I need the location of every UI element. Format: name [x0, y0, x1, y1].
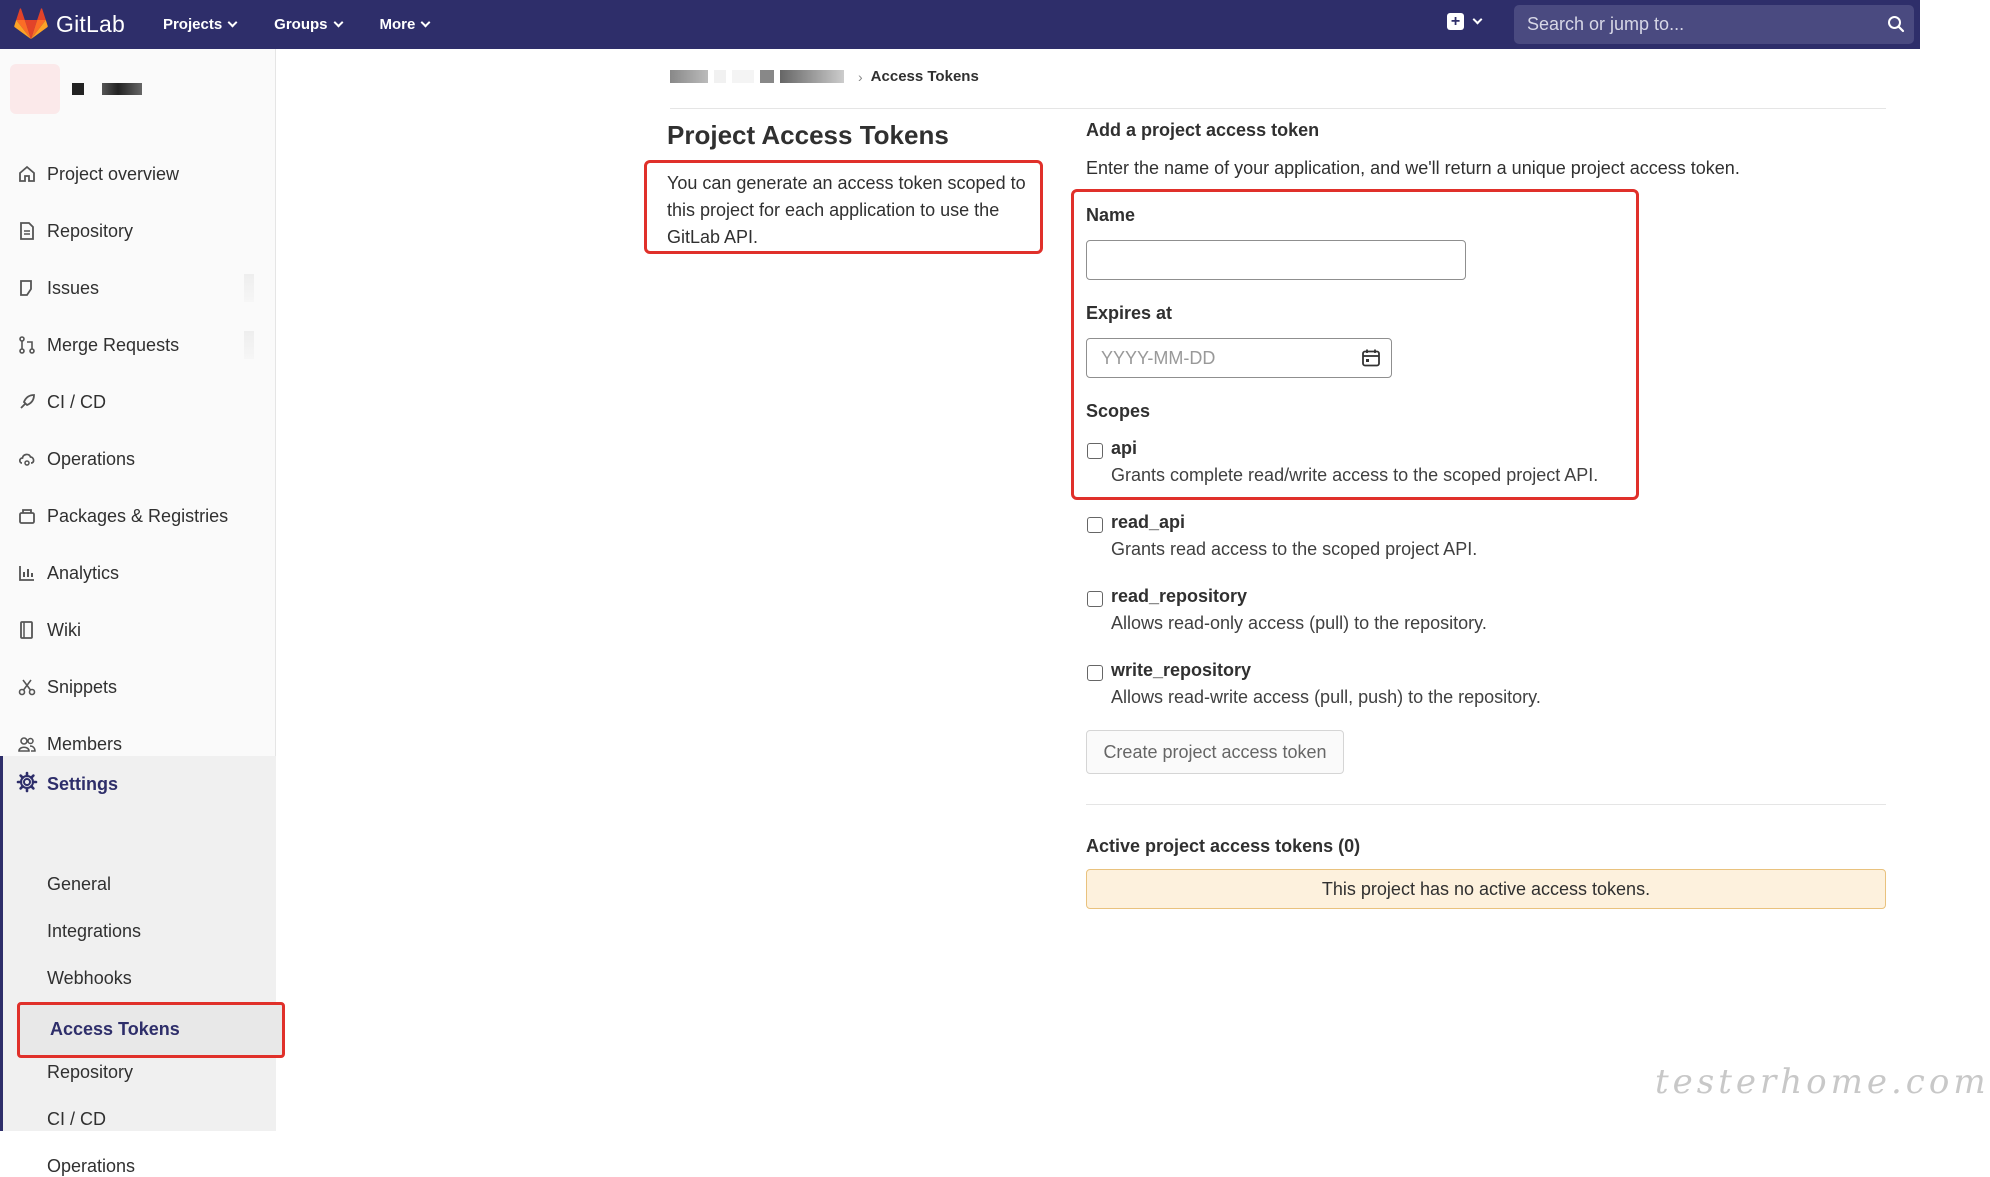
home-icon	[17, 164, 37, 184]
search-input[interactable]	[1527, 14, 1877, 35]
sidebar-item-project-overview[interactable]	[0, 154, 276, 194]
active-tokens-title: Active project access tokens (0)	[1086, 836, 1361, 856]
calendar-icon[interactable]	[1361, 348, 1381, 368]
chevron-down-icon	[421, 18, 431, 28]
name-label: Name	[1086, 205, 1136, 225]
chevron-down-icon	[333, 18, 343, 28]
redacted-project-name	[102, 83, 142, 95]
expires-at-input[interactable]	[1086, 338, 1392, 378]
sidebar-item-analytics[interactable]	[0, 553, 276, 593]
redacted-project-name	[72, 83, 84, 95]
sidebar-item-packages-registries[interactable]	[0, 496, 276, 536]
search-icon[interactable]	[1887, 15, 1905, 33]
scope-read-repository-checkbox[interactable]	[1087, 591, 1103, 607]
watermark: testerhome.com	[1655, 1062, 1990, 1102]
gitlab-fox-icon	[14, 10, 48, 40]
redacted-breadcrumb[interactable]	[670, 70, 708, 83]
settings-sub-access-tokens[interactable]	[17, 1002, 285, 1058]
chevron-down-icon	[1473, 15, 1483, 25]
scope-read-api-description: Grants read access to the scoped project API.	[1111, 539, 1478, 559]
merge-requests-count-badge	[244, 331, 254, 359]
scope-read-repository-description: Allows read-only access (pull) to the repository.	[1111, 613, 1487, 633]
issues-icon	[17, 278, 37, 298]
settings-sub-ci-cd[interactable]: CI / CD	[47, 1109, 107, 1129]
settings-description-column	[667, 120, 1057, 247]
project-avatar	[10, 64, 60, 114]
scope-api-checkbox[interactable]	[1087, 443, 1103, 459]
page-description: You can generate an access token scoped to this project for each application to use the GitLab API.	[644, 160, 1043, 254]
scope-read-api-checkbox[interactable]	[1087, 517, 1103, 533]
gitlab-logo[interactable]	[14, 0, 125, 49]
sidebar-item-label: Snippets	[47, 676, 118, 697]
scope-read-api-name: read_api	[1111, 512, 1186, 532]
sidebar-item-ci-cd[interactable]	[0, 382, 276, 422]
scope-write-repository-checkbox[interactable]	[1087, 665, 1103, 681]
sidebar-item-settings[interactable]	[3, 756, 276, 812]
sidebar-item-wiki[interactable]	[0, 610, 276, 650]
redacted-breadcrumb[interactable]	[780, 70, 844, 83]
breadcrumb-current: Access Tokens	[870, 68, 979, 85]
page-title: Project Access Tokens	[667, 120, 949, 150]
sidebar-item-label: Wiki	[47, 619, 81, 640]
search-box[interactable]	[1514, 5, 1914, 44]
sidebar-item-label: Packages & Registries	[47, 505, 229, 526]
settings-sub-webhooks[interactable]: Webhooks	[47, 968, 132, 988]
sidebar-item-label: Issues	[47, 277, 100, 298]
scissors-icon	[17, 677, 37, 697]
new-dropdown-button[interactable]	[1447, 13, 1481, 30]
expires-label: Expires at	[1086, 303, 1173, 323]
breadcrumb-divider	[670, 108, 1886, 109]
form-description: Enter the name of your application, and we'll return a unique project access token.	[1086, 158, 1740, 178]
scope-read-repository-name: read_repository	[1111, 586, 1248, 606]
sidebar-item-label: Repository	[47, 220, 134, 241]
sidebar-item-repository[interactable]	[0, 211, 276, 251]
token-form-column	[1086, 120, 1886, 899]
sidebar-item-issues[interactable]	[0, 268, 276, 308]
redacted-breadcrumb[interactable]	[760, 70, 774, 83]
scope-api-name: api	[1111, 438, 1138, 458]
package-icon	[17, 506, 37, 526]
sidebar-item-label: Operations	[47, 448, 136, 469]
settings-sub-operations[interactable]: Operations	[47, 1156, 136, 1176]
users-icon	[17, 734, 37, 754]
scope-write-repository-description: Allows read-write access (pull, push) to the repository.	[1111, 687, 1541, 707]
settings-label: Settings	[47, 773, 119, 794]
sidebar-item-label: CI / CD	[47, 391, 107, 412]
document-icon	[17, 221, 37, 241]
no-tokens-alert: This project has no active access tokens.	[1086, 869, 1886, 909]
nav-projects-label: Projects	[162, 16, 223, 33]
scope-write-repository-name: write_repository	[1111, 660, 1252, 680]
book-icon	[17, 620, 37, 640]
nav-groups[interactable]	[274, 0, 341, 49]
breadcrumb-separator-icon: ›	[858, 68, 863, 85]
settings-section	[0, 756, 276, 1176]
redacted-breadcrumb	[732, 70, 754, 83]
brand-name: GitLab	[56, 11, 125, 37]
form-title: Add a project access token	[1086, 120, 1320, 140]
nav-projects[interactable]	[163, 0, 236, 49]
cloud-gear-icon	[17, 449, 37, 469]
token-name-input[interactable]	[1086, 240, 1466, 280]
gear-icon	[17, 772, 37, 797]
merge-request-icon	[17, 335, 37, 355]
settings-sub-general[interactable]: General	[47, 874, 112, 894]
sidebar-item-operations[interactable]	[0, 439, 276, 479]
issues-count-badge	[244, 274, 254, 302]
rocket-icon	[17, 392, 37, 412]
chevron-down-icon	[228, 18, 238, 28]
nav-groups-label: Groups	[274, 16, 328, 33]
breadcrumb	[670, 68, 979, 85]
section-divider	[1086, 804, 1886, 805]
sidebar-item-snippets[interactable]	[0, 667, 276, 707]
project-sidebar	[0, 49, 276, 1176]
settings-sub-repository[interactable]: Repository	[47, 1062, 134, 1082]
project-header[interactable]	[10, 64, 142, 114]
nav-more-label: More	[379, 16, 416, 33]
sidebar-item-label: Merge Requests	[47, 334, 180, 355]
chart-icon	[17, 563, 37, 583]
create-token-button[interactable]: Create project access token	[1086, 730, 1344, 774]
sidebar-item-label: Members	[47, 733, 123, 754]
plus-square-icon: +	[1447, 13, 1464, 30]
sidebar-item-merge-requests[interactable]	[0, 325, 276, 365]
scope-api-description: Grants complete read/write access to the scoped project API.	[1111, 465, 1599, 485]
expires-placeholder: YYYY-MM-DD	[1101, 348, 1216, 368]
nav-more[interactable]	[380, 0, 430, 49]
top-navbar	[0, 0, 1920, 49]
scopes-label: Scopes	[1086, 401, 1151, 421]
settings-sub-integrations[interactable]: Integrations	[47, 921, 142, 941]
redacted-breadcrumb	[714, 70, 726, 83]
sidebar-item-label: Analytics	[47, 562, 120, 583]
sidebar-item-label: Project overview	[47, 163, 180, 184]
settings-sub-access-tokens-label: Access Tokens	[50, 1019, 180, 1039]
